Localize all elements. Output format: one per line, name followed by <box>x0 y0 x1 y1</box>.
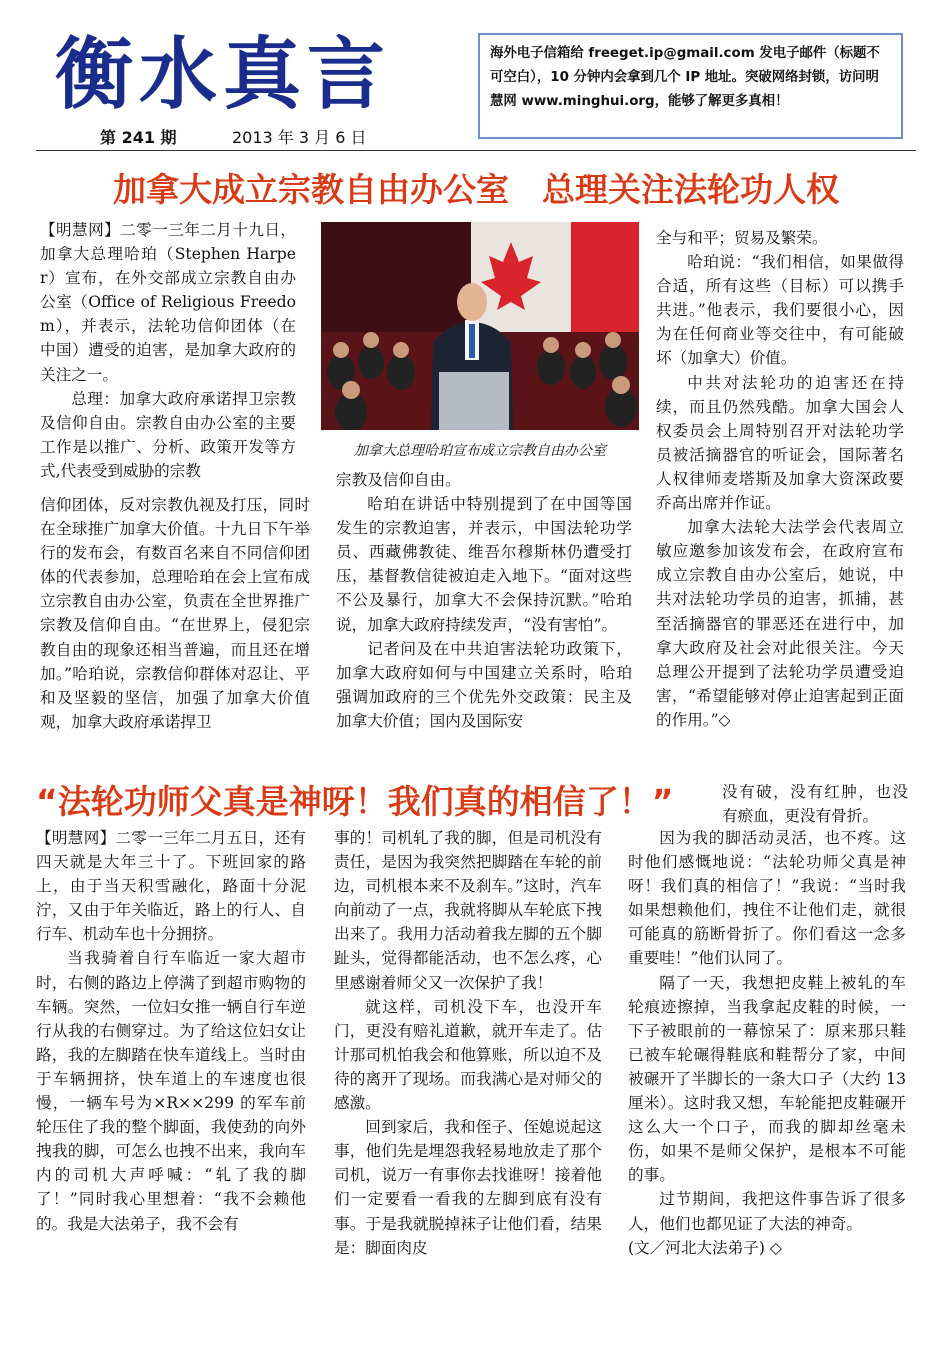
podium <box>439 372 509 430</box>
flag-red-band <box>571 222 639 332</box>
article2-headline: “法轮功师父真是神呀！我们真的相信了！” <box>36 782 674 821</box>
article1-paragraph: 全与和平；贸易及繁荣。 <box>656 229 828 247</box>
article1-column1-bottom <box>40 493 310 734</box>
article1-column2 <box>336 468 632 733</box>
article2-paragraph: 【明慧网】二零一三年二月五日，还有四天就是大年三十了。下班回家的路上，由于当天积雪融化，路面十分泥泞，又由于年关临近，路上的行人、自行车、机动车也十分拥挤。 <box>36 829 306 944</box>
article2-column2 <box>334 826 602 1260</box>
article1-column3 <box>656 226 904 732</box>
issue-date: 2013 年 3 月 6 日 <box>232 128 367 147</box>
article2-paragraph: 没有破，没有红肿，也没有瘀血，更没有骨折。 <box>722 783 908 826</box>
article2-paragraph: 过节期间，我把这件事告诉了很多人，他们也都见证了大法的神奇。 <box>628 1190 906 1233</box>
article1-paragraph: 加拿大法轮大法学会代表周立敏应邀参加该发布会，在政府宣布成立宗教自由办公室后，她说，中共对法轮功学员的迫害，抓捕，甚至活摘器官的罪恶还在进行中，加拿大政府及社会对此很关注。今天总理公开提到了法轮功学员遭受迫害，“希望能够对停止迫害起到正面的作用。”◇ <box>656 518 904 729</box>
article2-byline: (文／河北大法弟子) ◇ <box>628 1238 782 1257</box>
article2-paragraph: 当我骑着自行车临近一家大超市时，右侧的路边上停满了到超市购物的车辆。突然，一位妇女推一辆自行车逆行从我的右侧穿过。为了给这位妇女让路，我的左脚踏在快车道线上。当时由于车辆拥挤，快车道上的车速度也很慢，一辆车号为×R××299 的军车前轮压住了我的整个脚面，我使劲的向外拽我的脚，可怎么也拽不出来，我向车内的司机大声呼喊：“轧了我的脚了！”同时我心里想着：“我不会赖他的。我是大法弟子，我不会有 <box>36 949 306 1233</box>
header-divider <box>36 150 916 151</box>
article2-column3 <box>628 826 906 1260</box>
article1-paragraph: 【明慧网】二零一三年二月十九日，加拿大总理哈珀（Stephen Harper）宣布，在外交部成立宗教自由办公室（Office of Religious Freedom），并表示，法轮功信仰团体（在中国）遭受的迫害，是加拿大政府的关注之一。 <box>40 221 296 384</box>
article1-paragraph: 宗教及信仰自由。 <box>336 471 461 489</box>
article1-column1-top <box>40 218 296 483</box>
article2-paragraph: 因为我的脚活动灵活，也不疼。这时他们感慨地说：“法轮功师父真是神呀！我们真的相信了！”我说：“当时我如果想赖他们，拽住不让他们走，就很可能真的筋断骨折了。你们看这一念多重要哇！”他们认同了。 <box>628 829 906 968</box>
article1-headline: 加拿大成立宗教自由办公室 总理关注法轮功人权 <box>113 170 839 209</box>
article1-paragraph: 记者问及在中共迫害法轮功政策下，加拿大政府如何与中国建立关系时，哈珀强调加政府的三个优先外交政策：民主及加拿大价值；国内及国际安 <box>336 639 632 730</box>
speech-photo-illustration <box>321 222 639 430</box>
speaker-head <box>457 283 487 321</box>
article1-paragraph: 总理：加拿大政府承诺捍卫宗教及信仰自由。宗教自由办公室的主要工作是以推广、分析、政策开发等方式,代表受到威胁的宗教 <box>40 389 296 480</box>
article1-paragraph: 哈珀在讲话中特别提到了在中国等国发生的宗教迫害，并表示，中国法轮功学员、西藏佛教徒、维吾尔穆斯林仍遭受打压，基督教信徒被迫走入地下。“面对这些不公及暴行，加拿大不会保持沉默。”哈珀说，加拿大政府持续发声，“没有害怕”。 <box>336 495 632 634</box>
issue-number: 第 241 期 <box>100 128 177 147</box>
article1-paragraph: 中共对法轮功的迫害还在持续，而且仍然残酷。加拿大国会人权委员会上周特别召开对法轮功学员被活摘器官的听证会，国际著名人权律师麦塔斯及加拿大资深政要乔高出席并作证。 <box>656 373 904 513</box>
article2-paragraph: 隔了一天，我想把皮鞋上被轧的车轮痕迹擦掉，当我拿起皮鞋的时候，一下子被眼前的一幕惊呆了：原来那只鞋已被车轮碾得鞋底和鞋帮分了家，中间被碾开了半脚长的一条大口子（大约 13 厘米）。这时我又想，车轮能把皮鞋碾开这么大一个口子，而我的脚却丝毫未伤，如果不是师父保护，是根本不可能的事。 <box>628 973 906 1185</box>
article1-photo <box>321 222 639 430</box>
article2-paragraph: 就这样，司机没下车，也没开车门，更没有赔礼道歉，就开车走了。估计那司机怕我会和他算账，所以迫不及待的离开了现场。而我满心是对师父的感激。 <box>334 997 602 1113</box>
photo-caption: 加拿大总理哈珀宣布成立宗教自由办公室 <box>354 443 606 459</box>
article2-column1 <box>36 826 306 1236</box>
masthead-title: 衡水真言 <box>55 29 392 120</box>
article1-paragraph: 信仰团体，反对宗教仇视及打压，同时在全球推广加拿大价值。十九日下午举行的发布会，有数百名来自不同信仰团体的代表参加，总理哈珀在会上宣布成立宗教自由办公室，负责在全世界推广宗教及信仰自由。“在世界上，侵犯宗教自由的现象还相当普遍，而且还在增加。”哈珀说，宗教信仰群体对忍让、平和及坚毅的坚信，加强了加拿大价值观，加拿大政府承诺捍卫 <box>40 496 310 731</box>
notice-box: 海外电子信箱给 freeget.ip@gmail.com 发电子邮件（标题不可空白），10 分钟内会拿到几个 IP 地址。突破网络封锁，访问明慧网 www.minghui.org，能够了解更多真相！ <box>478 33 903 139</box>
article2-paragraph: 事的！司机轧了我的脚，但是司机没有责任，是因为我突然把脚踏在车轮的前边，司机根本来不及刹车。”这时，汽车向前动了一点，我就将脚从车轮底下拽出来了。我用力活动着我左脚的五个脚趾头，觉得都能活动，也不怎么疼，心里感谢着师父又一次保护了我！ <box>334 829 602 992</box>
article2-paragraph: 回到家后，我和侄子、侄媳说起这事，他们先是埋怨我轻易地放走了那个司机，说万一有事你去找谁呀！接着他们一定要看一看我的左脚到底有没有事。于是我就脱掉袜子让他们看，结果是：脚面肉皮 <box>334 1118 602 1257</box>
article1-paragraph: 哈珀说：“我们相信，如果做得合适，所有这些（目标）可以携手共进。”他表示，我们要很小心，因为在任何商业等交往中，有可能破坏（加拿大）价值。 <box>656 253 904 368</box>
article2-column0 <box>722 780 908 828</box>
